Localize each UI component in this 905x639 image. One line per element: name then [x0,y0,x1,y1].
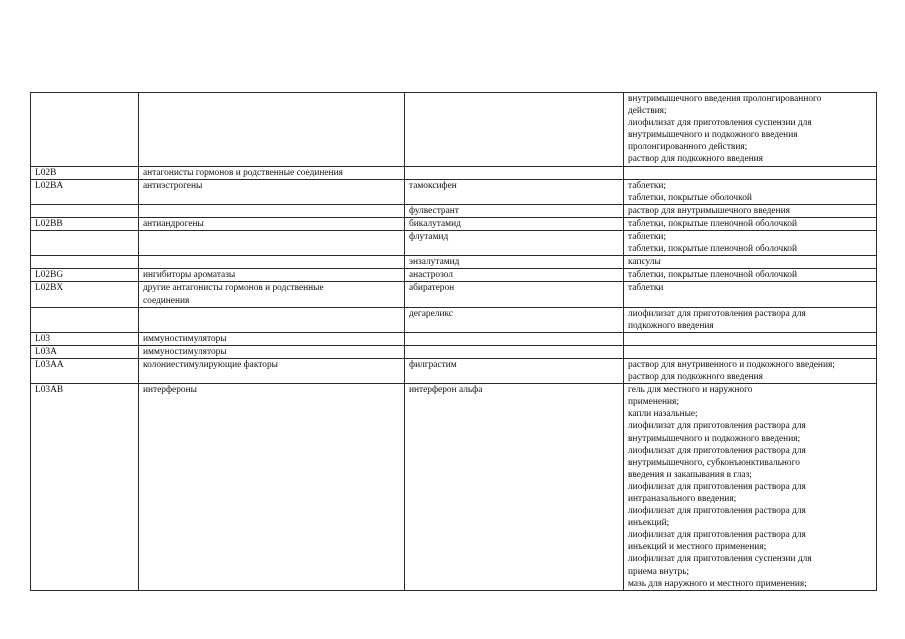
substance-cell: энзалутамид [405,256,624,269]
table-row [31,179,877,204]
group-name-cell [139,93,405,167]
atc-code-cell: L03A [31,345,139,358]
atc-code-cell: L02BG [31,269,139,282]
dosage-forms-cell: внутримышечного введения пролонгированного действия; лиофилизат для приготовления суспензии для внутримышечного и подкожного введения пролонгированного действия; раствор для подкожного введения [624,93,877,167]
table-row [31,231,877,256]
substance-cell [405,93,624,167]
atc-code-cell: L03AB [31,384,139,591]
drug-list-table [30,92,877,591]
dosage-forms-cell: таблетки, покрытые пленочной оболочкой [624,269,877,282]
group-name-cell [139,231,405,256]
group-name-cell [139,204,405,217]
atc-code-cell: L03AA [31,358,139,383]
table-row [31,204,877,217]
substance-cell: абиратерон [405,282,624,307]
substance-cell: интерферон альфа [405,384,624,591]
substance-cell [405,332,624,345]
table-row [31,166,877,179]
atc-code-cell [31,93,139,167]
table-row [31,217,877,230]
table-row [31,256,877,269]
dosage-forms-cell: таблетки; таблетки, покрытые пленочной оболочкой [624,231,877,256]
atc-code-cell [31,204,139,217]
group-name-cell: антиэстрогены [139,179,405,204]
group-name-cell: антагонисты гормонов и родственные соединения [139,166,405,179]
group-name-cell: другие антагонисты гормонов и родственные соединения [139,282,405,307]
table-row [31,332,877,345]
substance-cell: фулвестрант [405,204,624,217]
table-body [31,93,877,591]
substance-cell: анастрозол [405,269,624,282]
dosage-forms-cell: гель для местного и наружного применения; капли назальные; лиофилизат для приготовления раствора для внутримышечного и подкожного введения; лиофилизат для приготовления раствора для внутримышечного, субконъюнктивального введения и закапывания в глаз; лиофилизат для приготовления раствора для интраназального введения; лиофилизат для приготовления раствора для инъекций; лиофилизат для приготовления раствора для инъекций и местного применения; лиофилизат для приготовления суспензии для приема внутрь; мазь для наружного и местного применения; [624,384,877,591]
substance-cell: дегареликс [405,307,624,332]
table-row [31,93,877,167]
dosage-forms-cell: таблетки [624,282,877,307]
group-name-cell: колониестимулирующие факторы [139,358,405,383]
atc-code-cell [31,307,139,332]
substance-cell: филграстим [405,358,624,383]
group-name-cell: иммуностимуляторы [139,332,405,345]
atc-code-cell [31,231,139,256]
dosage-forms-cell: капсулы [624,256,877,269]
substance-cell: тамоксифен [405,179,624,204]
dosage-forms-cell: лиофилизат для приготовления раствора для подкожного введения [624,307,877,332]
atc-code-cell: L02BA [31,179,139,204]
dosage-forms-cell [624,345,877,358]
group-name-cell: антиандрогены [139,217,405,230]
table-row [31,345,877,358]
dosage-forms-cell: раствор для внутривенного и подкожного введения; раствор для подкожного введения [624,358,877,383]
dosage-forms-cell: таблетки; таблетки, покрытые оболочкой [624,179,877,204]
substance-cell: бикалутамид [405,217,624,230]
substance-cell: флутамид [405,231,624,256]
group-name-cell: иммуностимуляторы [139,345,405,358]
atc-code-cell: L02B [31,166,139,179]
dosage-forms-cell: таблетки, покрытые пленочной оболочкой [624,217,877,230]
group-name-cell: интерфероны [139,384,405,591]
atc-code-cell: L02BB [31,217,139,230]
dosage-forms-cell: раствор для внутримышечного введения [624,204,877,217]
substance-cell [405,166,624,179]
table-row [31,307,877,332]
table-row [31,358,877,383]
table-row [31,282,877,307]
dosage-forms-cell [624,166,877,179]
atc-code-cell [31,256,139,269]
dosage-forms-cell [624,332,877,345]
group-name-cell [139,256,405,269]
atc-code-cell: L03 [31,332,139,345]
group-name-cell [139,307,405,332]
table-row [31,269,877,282]
substance-cell [405,345,624,358]
table-row [31,384,877,591]
group-name-cell: ингибиторы ароматазы [139,269,405,282]
atc-code-cell: L02BX [31,282,139,307]
